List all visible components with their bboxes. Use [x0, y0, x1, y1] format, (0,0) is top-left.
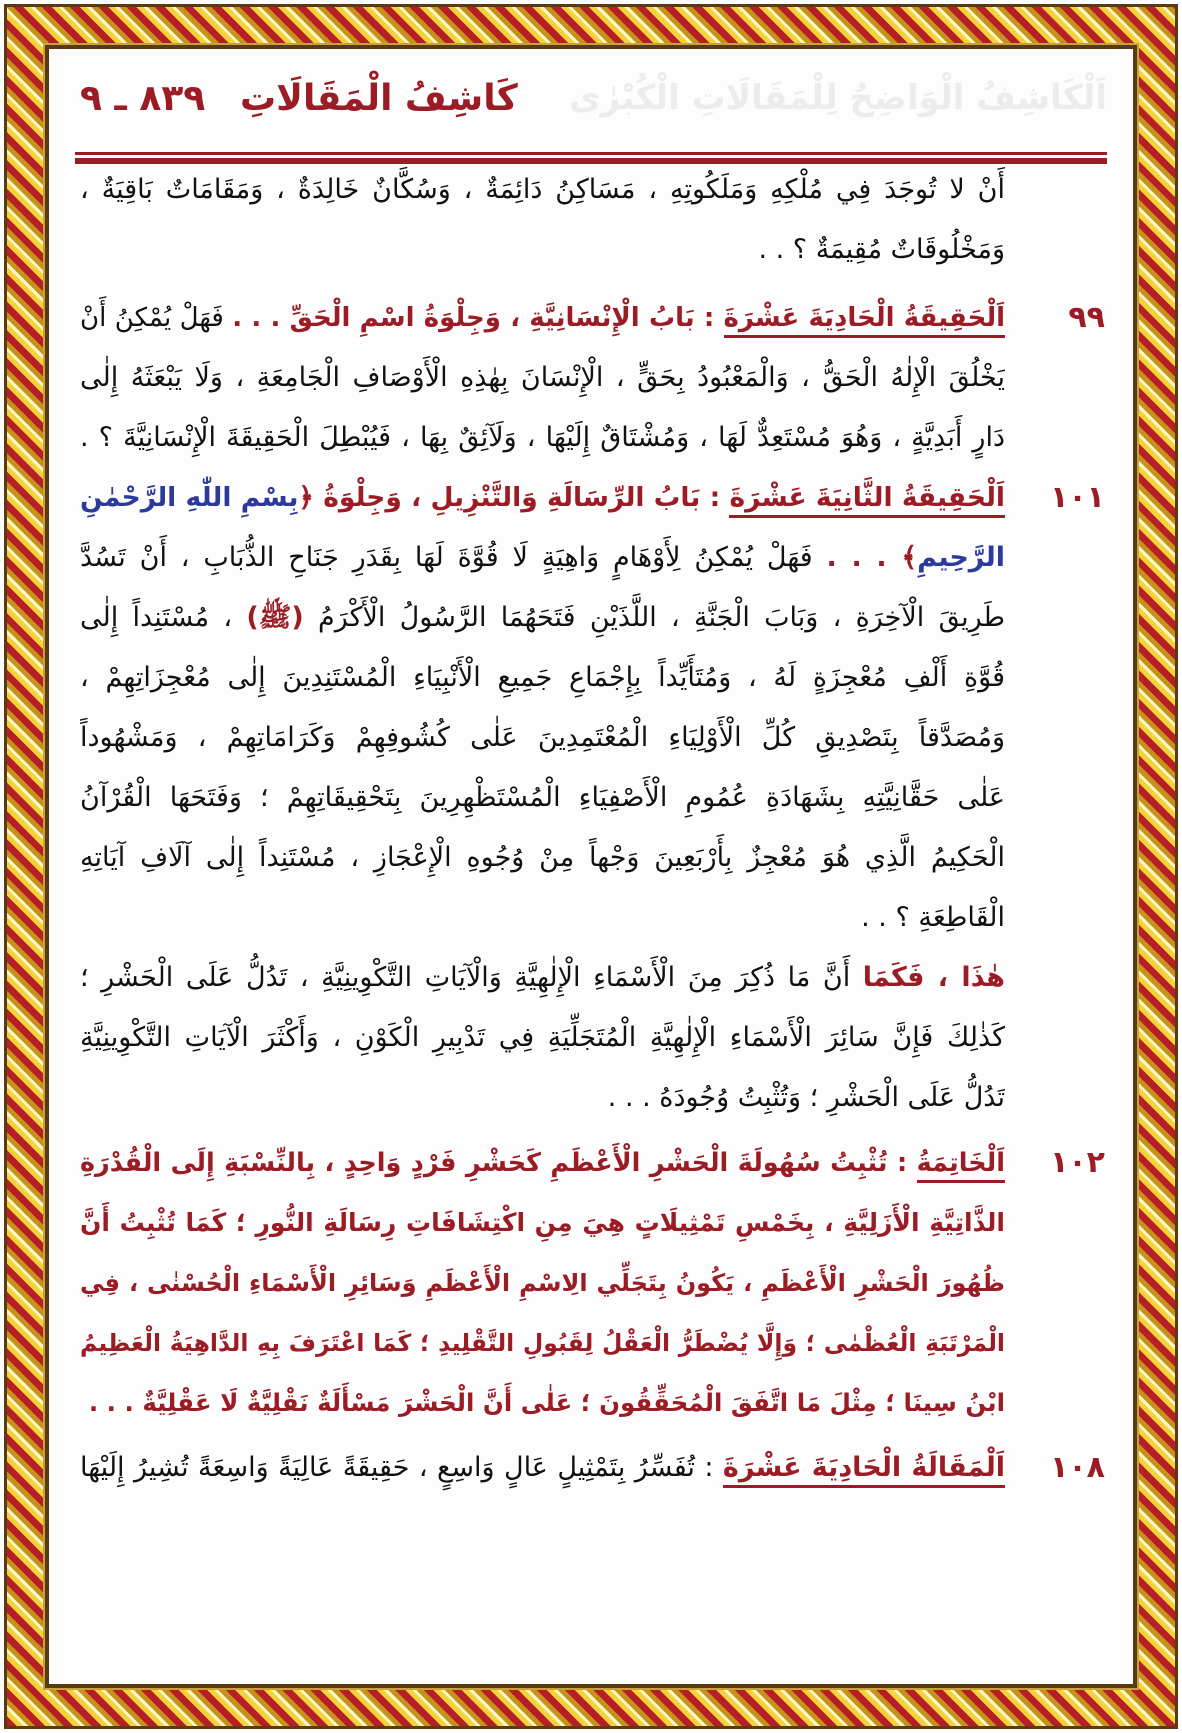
text-line — [80, 1068, 1005, 1128]
text-line — [80, 468, 1005, 528]
text-segment: دَارٍ أَبَدِيَّةٍ ، وَهُوَ مُسْتَعِدٌّ لَهَا ، وَمُشْتَاقٌ إِلَيْهَا ، وَلَآئِقٌ بِهَا ، فَيُبْطِلَ الْحَقِيقَةَ الْإِنْسَانِيَّةَ ؟ . — [80, 422, 1005, 453]
text-segment: الْقَاطِعَةِ ؟ . . — [861, 902, 1005, 933]
text-segment: كَذٰلِكَ فَإِنَّ سَائِرَ الْأَسْمَاءِ الْإِلٰهِيَّةِ الْمُتَجَلِّيَةِ فِي تَدْبِيرِ الْكَوْنِ ، وَأَكْثَرَ الْآيَاتِ التَّكْوِينِيَّةِ — [80, 1022, 1005, 1053]
text-line — [80, 1133, 1005, 1193]
ornate-bracket: ﴾ — [901, 542, 918, 573]
page-reference: ٨٣٩ ـ ٩ — [80, 78, 206, 119]
text-line — [80, 888, 1005, 948]
text-segment: تَدُلُّ عَلَى الْحَشْرِ ؛ وَتُثْبِتُ وُجُودَهُ . . . — [607, 1082, 1005, 1113]
paragraph — [80, 468, 1105, 948]
text-line — [80, 768, 1005, 828]
text-line — [80, 1253, 1005, 1313]
text-segment: فَهَلْ يُمْكِنُ لِأَوْهَامٍ وَاهِيَةٍ لَا قُوَّةَ لَهَا بِقَدَرِ جَنَاحِ الذُّبَابِ ، أَنْ تَسُدَّ — [80, 542, 827, 573]
text-segment: وَمَخْلُوقَاتٌ مُقِيمَةٌ ؟ . . — [758, 234, 1005, 265]
text-segment: طَرِيقَ الْآخِرَةِ ، وَبَابَ الْجَنَّةِ ، اللَّذَيْنِ فَتَحَهُمَا الرَّسُولُ الْأَكْرَمُ — [303, 602, 1005, 633]
text-segment: ابْنُ سِينَا ؛ مِثْلَ مَا اتَّفَقَ الْمُحَقِّقُونَ ؛ عَلٰى أَنَّ الْحَشْرَ مَسْأَلَةٌ نَقْلِيَّةٌ لَا عَقْلِيَّةٌ . . . — [88, 1388, 1005, 1417]
text-segment: أَنَّ مَا ذُكِرَ مِنَ الْأَسْمَاءِ الْإِلٰهِيَّةِ وَالْآيَاتِ التَّكْوِينِيَّةِ ، تَدُلُّ عَلَى الْحَشْرِ ؛ — [80, 962, 863, 993]
section-heading: اَلْحَقِيقَةُ الْحَادِيَةَ عَشْرَةَ — [724, 303, 1006, 338]
text-line — [80, 288, 1005, 348]
text-segment: : تُفَسِّرُ بِتَمْثِيلٍ عَالٍ وَاسِعٍ ، حَقِيقَةً عَالِيَةً وَاسِعَةً تُشِيرُ إِلَيْهَا — [80, 1452, 723, 1483]
paragraph — [80, 1133, 1105, 1433]
text-line — [80, 220, 1005, 280]
text-segment: يَخْلُقَ الْإِلٰهُ الْحَقُّ ، وَالْمَعْبُودُ بِحَقٍّ ، الْإِنْسَانَ بِهٰذِهِ الْأَوْصَافِ الْجَامِعَةِ ، وَلَا يَبْعَثَهُ إِلٰى — [80, 362, 1005, 393]
page-title: كَاشِفُ الْمَقَالَاتِ — [240, 78, 518, 119]
paragraph — [80, 160, 1005, 280]
text-segment: عَلٰى حَقَّانِيَّتِهِ بِشَهَادَةِ عُمُومِ الْأَصْفِيَاءِ الْمُسْتَظْهِرِينَ بِتَحْقِيقَاتِهِمْ ؛ وَفَتَحَهَا الْقُرْآنُ — [80, 782, 1005, 813]
text-line — [80, 588, 1005, 648]
text-line — [80, 348, 1005, 408]
text-line — [80, 948, 1005, 1008]
text-segment: الْمَرْتَبَةِ الْعُظْمٰى ؛ وَإِلَّا يُضْطَرُّ الْعَقْلُ لِقَبُولِ التَّقْلِيدِ ؛ كَمَا اعْتَرَفَ بِهِ الدَّاهِيَةُ الْعَظِيمُ — [80, 1329, 1005, 1357]
text-line — [80, 708, 1005, 768]
ornate-bracket: ﴿ — [298, 482, 314, 513]
text-segment: الْحَكِيمُ الَّذِي هُوَ مُعْجِزٌ بِأَرْبَعِينَ وَجْهاً مِنْ وُجُوهِ الْإِعْجَازِ ، مُسْتَنِداً إِلٰى آلَافِ آيَاتِهِ — [80, 842, 1005, 873]
text-line — [80, 828, 1005, 888]
text-segment: : تُثْبِتُ سُهُولَةَ الْحَشْرِ الْأَعْظَمِ كَحَشْرِ فَرْدٍ وَاحِدٍ ، بِالنِّسْبَةِ إِلَى الْقُدْرَةِ — [80, 1148, 917, 1178]
text-line — [80, 648, 1005, 708]
text-segment: قُوَّةِ أَلْفِ مُعْجِزَةٍ لَهُ ، وَمُتَأَيِّداً بِإِجْمَاعِ جَمِيعِ الْأَنْبِيَاءِ الْمُسْتَنِدِينَ إِلٰى مُعْجِزَاتِهِمْ ، — [80, 662, 1005, 693]
quoted-phrase: بِسْمِ اللّٰهِ الرَّحْمٰنِ — [80, 482, 299, 513]
section-heading: اَلْمَقَالَةُ الْحَادِيَةَ عَشْرَةَ — [723, 1452, 1005, 1488]
text-segment: : بَابُ الرِّسَالَةِ وَالتَّنْزِيلِ ، وَجِلْوَةُ — [313, 482, 730, 513]
text-line — [80, 160, 1005, 220]
text-line — [80, 1438, 1005, 1498]
paragraph-number: ١٠١ — [1050, 480, 1105, 515]
text-line — [80, 1008, 1005, 1068]
text-line — [80, 528, 1005, 588]
page-header — [80, 78, 1107, 138]
text-segment: هٰذَا ، فَكَمَا — [862, 962, 1005, 993]
text-segment: ظُهُورَ الْحَشْرِ الْأَعْظَمِ ، يَكُونُ بِتَجَلِّي الِاسْمِ الْأَعْظَمِ وَسَائِرِ الْأَسْمَاءِ الْحُسْنٰى ، فِي — [80, 1269, 1005, 1297]
section-heading: اَلْخَاتِمَةُ — [917, 1148, 1005, 1183]
text-segment: : بَابُ الْإِنْسَانِيَّةِ ، وَجِلْوَةُ اسْمِ الْحَقِّ . . . — [232, 303, 724, 333]
paragraph-number: ١٠٢ — [1050, 1145, 1105, 1180]
quoted-phrase: الرَّحِيمِ — [917, 542, 1005, 573]
text-segment: الذَّاتِيَّةِ الْأَزَلِيَّةِ ، بِخَمْسِ تَمْثِيلَاتٍ هِيَ مِنِ اكْتِشَافَاتِ رِسَالَةِ النُّورِ ؛ كَمَا تُثْبِتُ أَنَّ — [80, 1208, 1005, 1237]
text-segment: ، مُسْتَنِداً إِلٰى — [80, 602, 247, 633]
text-segment: (ﷺ) — [246, 602, 304, 633]
paragraph-number: ٩٩ — [1068, 300, 1105, 335]
text-line — [80, 408, 1005, 468]
paragraph-number: ١٠٨ — [1050, 1450, 1105, 1485]
text-segment: أَنْ لا تُوجَدَ فِي مُلْكِهِ وَمَلَكُوتِهِ ، مَسَاكِنُ دَائِمَةٌ ، وَسُكَّانٌ خَالِدَةٌ ، وَمَقَامَاتٌ بَاقِيَةٌ ، — [80, 174, 1005, 205]
text-line — [80, 1313, 1005, 1373]
paragraph — [80, 288, 1105, 468]
text-segment: وَمُصَدَّقاً بِتَصْدِيقِ كُلِّ الْأَوْلِيَاءِ الْمُعْتَمِدِينَ عَلٰى كُشُوفِهِمْ وَكَرَامَاتِهِمْ ، وَمَشْهُوداً — [80, 722, 1005, 753]
text-segment: فَهَلْ يُمْكِنُ أَنْ — [80, 303, 233, 333]
paragraph — [80, 1438, 1105, 1498]
header-watermark: اَلْكَاشِفُ الْوَاضِحُ لِلْمَقَالَاتِ الْكُبْرٰى — [569, 78, 1107, 118]
text-body — [80, 160, 1105, 1498]
paragraph — [80, 948, 1005, 1128]
text-line — [80, 1373, 1005, 1433]
section-heading: اَلْحَقِيقَةُ الثَّانِيَةَ عَشْرَةَ — [729, 482, 1005, 518]
text-line — [80, 1193, 1005, 1253]
text-segment: . . . — [826, 542, 902, 573]
